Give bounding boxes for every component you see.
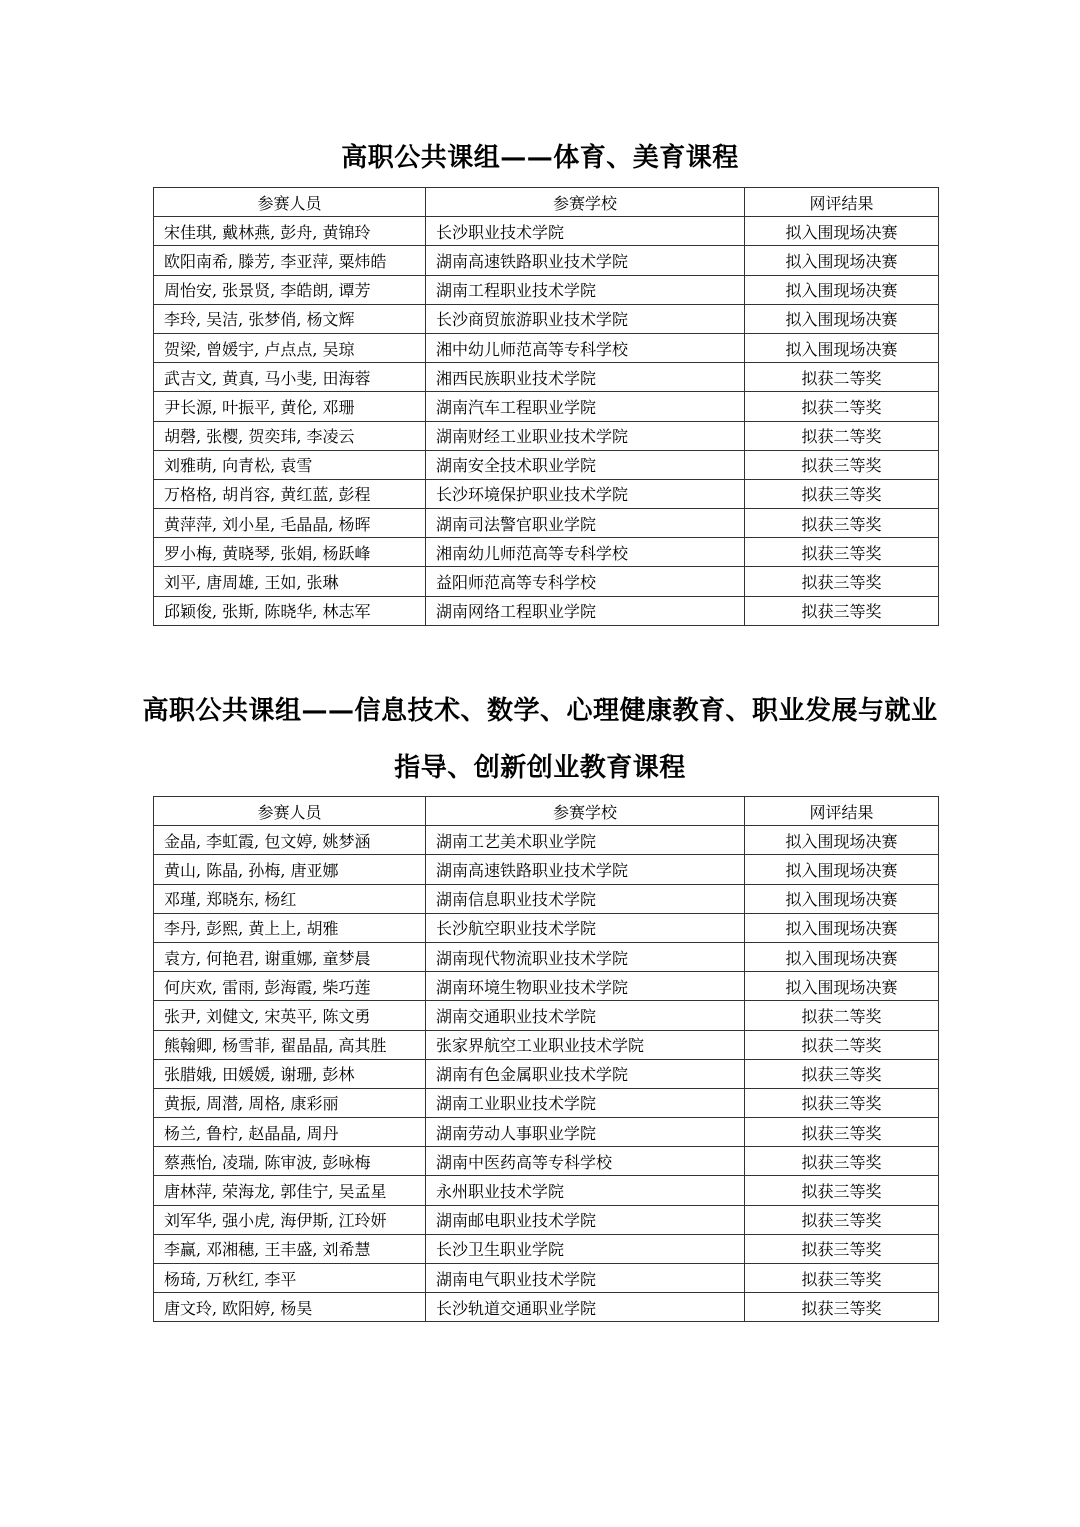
school-cell: 长沙职业技术学院: [426, 217, 745, 246]
result-cell: 拟获三等奖: [745, 1205, 939, 1234]
school-cell: 长沙卫生职业学院: [426, 1234, 745, 1263]
school-cell: 湖南司法警官职业学院: [426, 509, 745, 538]
result-cell: 拟入围现场决赛: [745, 826, 939, 855]
result-cell: 拟获三等奖: [745, 1059, 939, 1088]
participants-cell: 金晶, 李虹霞, 包文婷, 姚梦涵: [154, 826, 426, 855]
participants-cell: 周怡安, 张景贤, 李皓朗, 谭芳: [154, 275, 426, 304]
result-cell: 拟入围现场决赛: [745, 913, 939, 942]
school-cell: 湖南劳动人事职业学院: [426, 1118, 745, 1147]
table-row: [154, 942, 939, 971]
school-cell: 湖南工艺美术职业学院: [426, 826, 745, 855]
table-row: [154, 1001, 939, 1030]
school-cell: 湖南环境生物职业技术学院: [426, 972, 745, 1001]
table-row: [154, 275, 939, 304]
table-row: [154, 1234, 939, 1263]
participants-cell: 唐文玲, 欧阳婷, 杨昊: [154, 1293, 426, 1322]
school-cell: 湖南高速铁路职业技术学院: [426, 246, 745, 275]
result-cell: 拟入围现场决赛: [745, 972, 939, 1001]
result-cell: 拟入围现场决赛: [745, 884, 939, 913]
results-table-it-math: [153, 796, 939, 1322]
result-cell: 拟获三等奖: [745, 1234, 939, 1263]
result-cell: 拟获二等奖: [745, 392, 939, 421]
result-cell: 拟获三等奖: [745, 1293, 939, 1322]
table-row: [154, 1059, 939, 1088]
header-participants: 参赛人员: [154, 188, 426, 217]
school-cell: 湖南高速铁路职业技术学院: [426, 855, 745, 884]
result-cell: 拟入围现场决赛: [745, 217, 939, 246]
school-cell: 湖南中医药高等专科学校: [426, 1147, 745, 1176]
participants-cell: 张尹, 刘健文, 宋英平, 陈文勇: [154, 1001, 426, 1030]
result-cell: 拟入围现场决赛: [745, 304, 939, 333]
participants-cell: 黄萍萍, 刘小星, 毛晶晶, 杨晖: [154, 509, 426, 538]
school-cell: 长沙轨道交通职业学院: [426, 1293, 745, 1322]
participants-cell: 刘军华, 强小虎, 海伊斯, 江玲妍: [154, 1205, 426, 1234]
participants-cell: 蔡燕怡, 凌瑞, 陈审波, 彭咏梅: [154, 1147, 426, 1176]
table-row: [154, 1293, 939, 1322]
result-cell: 拟获二等奖: [745, 1001, 939, 1030]
result-cell: 拟获三等奖: [745, 1264, 939, 1293]
school-cell: 永州职业技术学院: [426, 1176, 745, 1205]
participants-cell: 唐林萍, 荣海龙, 郭佳宁, 吴孟星: [154, 1176, 426, 1205]
school-cell: 长沙商贸旅游职业技术学院: [426, 304, 745, 333]
participants-cell: 何庆欢, 雷雨, 彭海霞, 柴巧莲: [154, 972, 426, 1001]
table-row: [154, 538, 939, 567]
table-row: [154, 246, 939, 275]
school-cell: 湖南信息职业技术学院: [426, 884, 745, 913]
participants-cell: 刘平, 唐周雄, 王如, 张琳: [154, 567, 426, 596]
table-row: [154, 217, 939, 246]
participants-cell: 刘雅萌, 向青松, 袁雪: [154, 450, 426, 479]
participants-cell: 邓瑾, 郑晓东, 杨红: [154, 884, 426, 913]
school-cell: 湖南工业职业技术学院: [426, 1088, 745, 1117]
header-school: 参赛学校: [426, 797, 745, 826]
section-title-it-math-line2: 指导、创新创业教育课程: [394, 753, 686, 783]
result-cell: 拟获三等奖: [745, 450, 939, 479]
table-row: [154, 567, 939, 596]
header-result: 网评结果: [745, 797, 939, 826]
result-cell: 拟获三等奖: [745, 596, 939, 625]
table-row: [154, 363, 939, 392]
result-cell: 拟获三等奖: [745, 509, 939, 538]
participants-cell: 贺梁, 曾媛宇, 卢点点, 吴琼: [154, 333, 426, 362]
result-cell: 拟获三等奖: [745, 1118, 939, 1147]
participants-cell: 罗小梅, 黄晓琴, 张娟, 杨跃峰: [154, 538, 426, 567]
school-cell: 湖南有色金属职业技术学院: [426, 1059, 745, 1088]
school-cell: 益阳师范高等专科学校: [426, 567, 745, 596]
table-row: [154, 479, 939, 508]
result-cell: 拟获三等奖: [745, 1176, 939, 1205]
school-cell: 湖南交通职业技术学院: [426, 1001, 745, 1030]
table-header-row: [154, 797, 939, 826]
participants-cell: 黄山, 陈晶, 孙梅, 唐亚娜: [154, 855, 426, 884]
result-cell: 拟获二等奖: [745, 363, 939, 392]
result-cell: 拟入围现场决赛: [745, 333, 939, 362]
table-row: [154, 855, 939, 884]
school-cell: 张家界航空工业职业技术学院: [426, 1030, 745, 1059]
header-participants: 参赛人员: [154, 797, 426, 826]
school-cell: 湖南网络工程职业学院: [426, 596, 745, 625]
participants-cell: 邱颖俊, 张斯, 陈晓华, 林志军: [154, 596, 426, 625]
participants-cell: 杨兰, 鲁柠, 赵晶晶, 周丹: [154, 1118, 426, 1147]
school-cell: 长沙环境保护职业技术学院: [426, 479, 745, 508]
table-row: [154, 972, 939, 1001]
participants-cell: 宋佳琪, 戴林燕, 彭舟, 黄锦玲: [154, 217, 426, 246]
section-title-it-math-line1: 高职公共课组——信息技术、数学、心理健康教育、职业发展与就业: [142, 696, 938, 726]
result-cell: 拟获三等奖: [745, 1088, 939, 1117]
table-row: [154, 826, 939, 855]
result-cell: 拟入围现场决赛: [745, 275, 939, 304]
participants-cell: 李丹, 彭熙, 黄上上, 胡雅: [154, 913, 426, 942]
result-cell: 拟入围现场决赛: [745, 246, 939, 275]
result-cell: 拟获三等奖: [745, 567, 939, 596]
participants-cell: 李赢, 邓湘穗, 王丰盛, 刘希慧: [154, 1234, 426, 1263]
result-cell: 拟获三等奖: [745, 1147, 939, 1176]
result-cell: 拟获二等奖: [745, 1030, 939, 1059]
school-cell: 湖南现代物流职业技术学院: [426, 942, 745, 971]
school-cell: 湖南邮电职业技术学院: [426, 1205, 745, 1234]
header-result: 网评结果: [745, 188, 939, 217]
school-cell: 湖南汽车工程职业学院: [426, 392, 745, 421]
result-cell: 拟入围现场决赛: [745, 942, 939, 971]
participants-cell: 杨琦, 万秋红, 李平: [154, 1264, 426, 1293]
table-row: [154, 304, 939, 333]
participants-cell: 万格格, 胡肖容, 黄红蓝, 彭程: [154, 479, 426, 508]
school-cell: 湘南幼儿师范高等专科学校: [426, 538, 745, 567]
result-cell: 拟获三等奖: [745, 538, 939, 567]
school-cell: 长沙航空职业技术学院: [426, 913, 745, 942]
participants-cell: 欧阳南希, 滕芳, 李亚萍, 粟炜皓: [154, 246, 426, 275]
school-cell: 湖南财经工业职业技术学院: [426, 421, 745, 450]
table-row: [154, 1176, 939, 1205]
table-row: [154, 450, 939, 479]
participants-cell: 张腊娥, 田媛媛, 谢珊, 彭林: [154, 1059, 426, 1088]
section-title-sports-arts: 高职公共课组——体育、美育课程: [341, 143, 739, 173]
participants-cell: 尹长源, 叶振平, 黄伦, 邓珊: [154, 392, 426, 421]
school-cell: 湘中幼儿师范高等专科学校: [426, 333, 745, 362]
school-cell: 湖南电气职业技术学院: [426, 1264, 745, 1293]
table-row: [154, 1118, 939, 1147]
table-row: [154, 1205, 939, 1234]
result-cell: 拟入围现场决赛: [745, 855, 939, 884]
table-row: [154, 1088, 939, 1117]
header-school: 参赛学校: [426, 188, 745, 217]
results-table-sports-arts: [153, 187, 939, 626]
table-header-row: [154, 188, 939, 217]
table-row: [154, 596, 939, 625]
result-cell: 拟获三等奖: [745, 479, 939, 508]
table-row: [154, 1264, 939, 1293]
participants-cell: 黄振, 周潜, 周格, 康彩丽: [154, 1088, 426, 1117]
participants-cell: 武吉文, 黄真, 马小斐, 田海蓉: [154, 363, 426, 392]
table-row: [154, 913, 939, 942]
result-cell: 拟获二等奖: [745, 421, 939, 450]
table-row: [154, 1147, 939, 1176]
participants-cell: 袁方, 何艳君, 谢重娜, 童梦晨: [154, 942, 426, 971]
school-cell: 湘西民族职业技术学院: [426, 363, 745, 392]
table-row: [154, 1030, 939, 1059]
table-row: [154, 421, 939, 450]
school-cell: 湖南安全技术职业学院: [426, 450, 745, 479]
table-row: [154, 884, 939, 913]
table-row: [154, 392, 939, 421]
participants-cell: 李玲, 吴洁, 张梦俏, 杨文辉: [154, 304, 426, 333]
table-row: [154, 509, 939, 538]
participants-cell: 胡磬, 张樱, 贺奕玮, 李凌云: [154, 421, 426, 450]
participants-cell: 熊翰卿, 杨雪菲, 翟晶晶, 高其胜: [154, 1030, 426, 1059]
school-cell: 湖南工程职业技术学院: [426, 275, 745, 304]
table-row: [154, 333, 939, 362]
